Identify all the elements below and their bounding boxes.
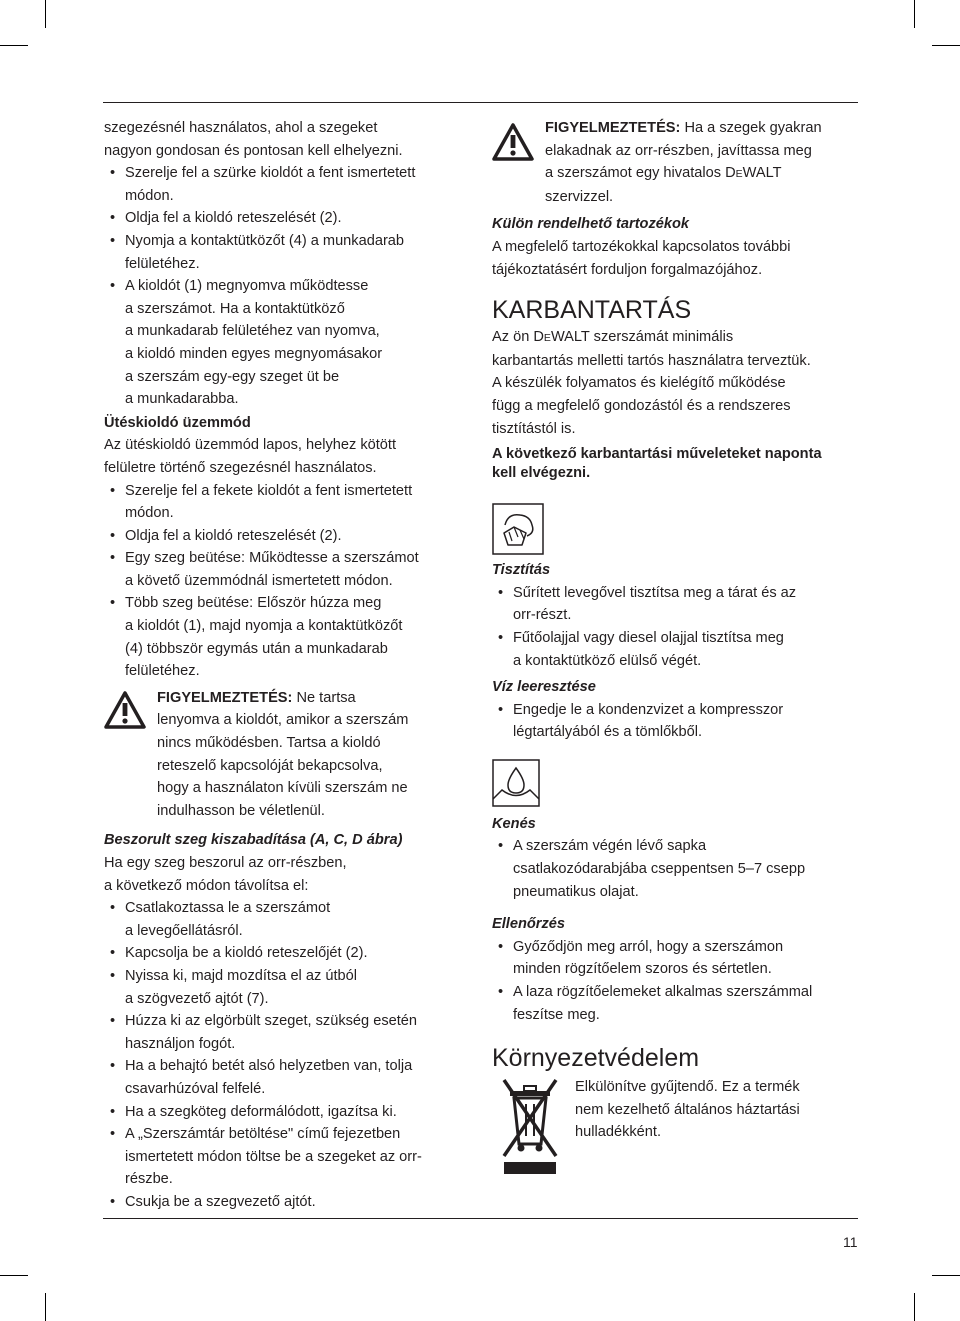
list-item: • A laza rögzítőelemeket alkalmas szerszámmal feszítse meg. [492,981,862,1026]
warning-block [104,687,474,823]
list-item: • Húzza ki az elgörbült szeget, szükség esetén használjon fogót. [104,1010,474,1055]
trigger-setup-list [104,162,474,411]
list-item: • A „Szerszámtár betöltése" című fejezetben ismertetett módon töltse be a szegeket az orr- részbe. [104,1123,474,1191]
lubrication-list [492,835,862,903]
list-item: • Szerelje fel a szürke kioldót a fent ismertetett módon. [104,162,474,207]
drain-list [492,699,862,744]
list-item: • Oldja fel a kioldó reteszelését (2). [104,207,474,230]
crop-mark [0,1275,28,1276]
impact-mode-heading: Ütéskioldó üzemmód [104,414,251,431]
crop-mark [932,45,960,46]
cleaning-icon [492,503,544,555]
list-item: • Engedje le a kondenzvizet a kompresszor légtartályából és a tömlőkből. [492,699,862,744]
list-item: • Csukja be a szegvezető ajtót. [104,1191,474,1214]
impact-mode-list [104,480,474,683]
list-item: • Fűtőolajjal vagy diesel olajjal tisztítsa meg a kontaktütköző elülső végét. [492,627,862,672]
warning-text: FIGYELMEZTETÉS: Ne tartsa lenyomva a kioldót, amikor a szerszám nincs működésben. Tartsa a kioldó reteszelő kapcsolóját bekapcsolva, hogy a használaton kívüli szerszám ne indulhasson be véletlenül. [157,689,409,819]
crop-mark [932,1275,960,1276]
warning-text: FIGYELMEZTETÉS: Ha a szegek gyakran elakadnak az orr-részben, javíttassa meg a szerszámot egy hivatalos DEWALT szervizzel. [545,120,822,205]
drain-heading: Víz leeresztése [492,679,596,696]
crop-mark [914,1293,915,1321]
crop-mark [0,45,28,46]
crop-mark [914,0,915,28]
list-item: • Szerelje fel a fekete kioldót a fent ismertetett módon. [104,480,474,525]
environment-heading: Környezetvédelem [492,1044,700,1073]
list-item: • Kapcsolja be a kioldó reteszelőjét (2). [104,942,474,965]
jam-clearing-heading: Beszorult szeg kiszabadítása (A, C, D ábra) [104,832,403,849]
list-item: • Nyissa ki, majd mozdítsa el az útból a szögvezető ajtót (7). [104,965,474,1010]
cleaning-list [492,582,862,672]
daily-maintenance-note: A következő karbantartási műveleteket naponta kell elvégezni. [492,446,822,482]
list-item: • Csatlakoztassa le a szerszámot a levegőellátásról. [104,897,474,942]
crossed-bin-icon [500,1076,560,1176]
impact-mode-text: Az ütéskioldó üzemmód lapos, helyhez kötött felületre történő szegezésnél használatos. [104,437,397,476]
accessories-text: A megfelelő tartozékokkal kapcsolatos további tájékoztatásért forduljon forgalmazójához. [492,238,791,278]
inspection-heading: Ellenőrzés [492,916,565,933]
accessories-heading: Külön rendelhető tartozékok [492,216,690,233]
list-item: • Győződjön meg arról, hogy a szerszámon minden rögzítőelem szoros és sértetlen. [492,936,862,981]
bottom-rule [103,1218,858,1219]
list-item: • A kioldót (1) megnyomva működtesse a szerszámot. Ha a kontaktütköző a munkadarab felületéhez van nyomva, a kioldó minden egyes megnyomásakor a szerszám egy-egy szeget üt be a munkadarabba. [104,275,474,411]
intro-text: szegezésnél használatos, ahol a szegeket nagyon gondosan és pontosan kell elhelyezni. [104,120,403,159]
maintenance-text: Az ön DEWALT szerszámát minimális karbantartás melletti tartós használatra terveztük. A készülék folyamatos és kielégítő működése függ a megfelelő gondozástól és a rendszeres tisztítástól is. [492,329,811,437]
left-column [104,117,474,1214]
list-item: • Ha a behajtó betét alsó helyzetben van, tolja csavarhúzóval felfelé. [104,1055,474,1100]
list-item: • Egy szeg beütése: Működtesse a szerszámot a követő üzemmódnál ismertetett módon. [104,547,474,592]
list-item: • Sűrített levegővel tisztítsa meg a tárat és az orr-részt. [492,582,862,627]
warning-block [492,117,862,208]
maintenance-heading: KARBANTARTÁS [492,296,692,325]
page-number: 11 [843,1234,858,1250]
warning-icon [492,123,534,161]
environment-block [492,1076,862,1180]
inspection-list [492,936,862,1026]
list-item: • A szerszám végén lévő sapka csatlakozódarabjába cseppentsen 5–7 csepp pneumatikus olajat. [492,835,862,903]
warning-icon [104,691,146,729]
list-item: • Több szeg beütése: Először húzza meg a kioldót (1), majd nyomja a kontaktütközőt (4) többször egymás után a munkadarab felületéhez. [104,592,474,682]
list-item: • Oldja fel a kioldó reteszelését (2). [104,525,474,548]
top-rule [103,102,858,103]
jam-clearing-text: Ha egy szeg beszorul az orr-részben, a következő módon távolítsa el: [104,855,347,894]
jam-clearing-list [104,897,474,1213]
cleaning-heading: Tisztítás [492,562,551,579]
list-item: • Ha a szegköteg deformálódott, igazítsa ki. [104,1101,474,1124]
right-column [492,117,862,1180]
lubrication-heading: Kenés [492,815,536,832]
list-item: • Nyomja a kontaktütközőt (4) a munkadarab felületéhez. [104,230,474,275]
oil-drop-icon [492,759,540,807]
crop-mark [45,1293,46,1321]
crop-mark [45,0,46,28]
environment-text: Elkülönítve gyűjtendő. Ez a termék nem kezelhető általános háztartási hulladékként. [575,1079,800,1141]
